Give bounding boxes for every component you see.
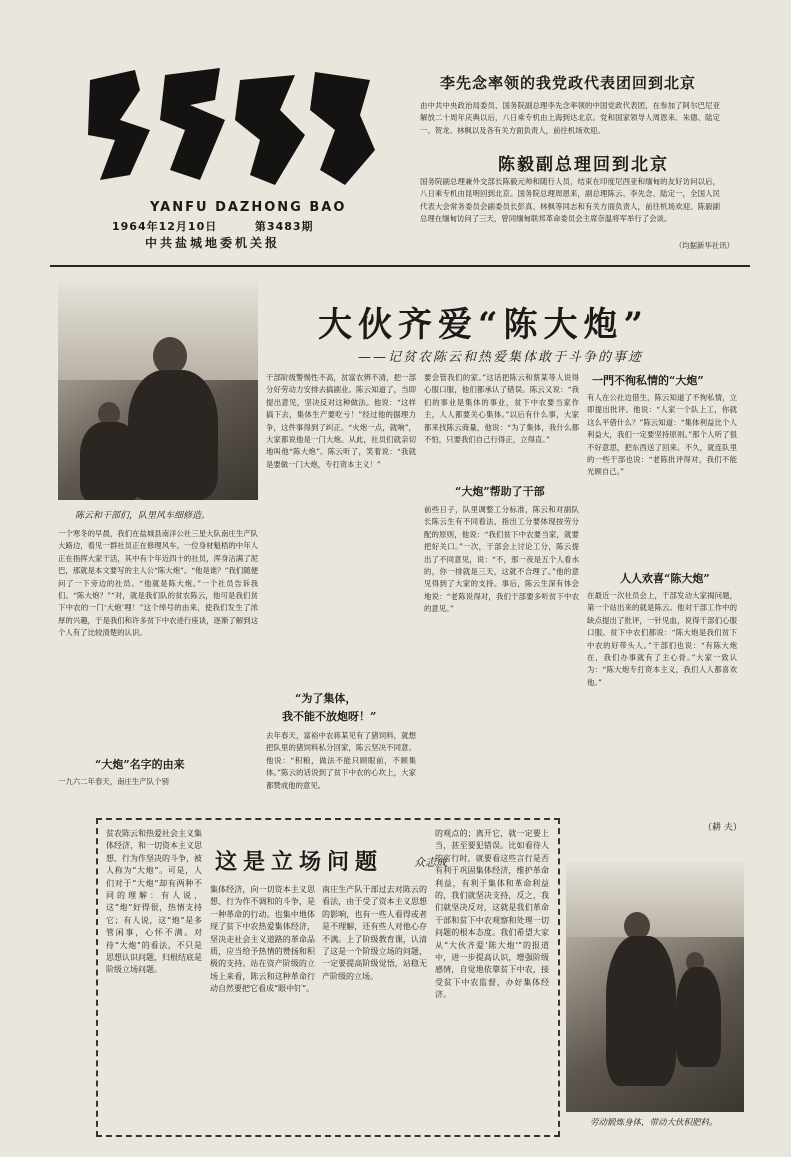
photo2-caption: 劳动锻炼身体，带动大伙积肥料。: [590, 1118, 718, 1128]
commentary-column-1: 贫农陈云和热爱社会主义集体经济，和一切资本主义思想、行为作坚决的斗争，被人称为“大炮”。可是，人们对于“大炮”却有两种不同的理解：有人说，这“炮”好得很，热情支持它；有人说，这“炮”是多管闲事，心怀不满。对待“大炮”的看法，不只是思想认识问题，归根结底是阶级立场问题。: [106, 829, 202, 975]
issue-number: 第3483期: [254, 220, 314, 233]
section-heading-origin: “大炮”名字的由来: [95, 758, 185, 771]
feature-column-4b: 在最近一次社员会上，干部发动大家揭问题，第一个站出来的就是陈云。他对干部工作中的缺点提出了批评，一针见血，说得干部们心服口服。贫下中农们都说：“陈大炮是我们贫下中农的好带头人。”干部们也说：“有陈大炮在，我们办事就有了主心骨。”大家一致认为：“陈大炮专打资本主义，我们人人都喜欢他。”: [587, 591, 737, 687]
feature-author: （耕 夫）: [703, 823, 742, 833]
news1-body: 由中共中央政治局委员、国务院副总理李先念率领的中国党政代表团，在参加了阿尔巴尼亚解放二十周年庆典以后，八日乘专机由上海到达北京。党和国家领导人周恩来、朱德、陆定一、贺龙、林枫以及各有关方面负责人，前往机场欢迎。: [420, 101, 720, 135]
section-heading-collective-b: 我不能不放炮呀！”: [282, 710, 377, 723]
issue-date: 1964年12月10日: [112, 220, 218, 233]
news2-credit: （均据新华社讯）: [674, 241, 734, 250]
commentary-column-2: 集体经济，向一切资本主义思想、行为作不调和的斗争，是一种革命的行动。也集中地体现了贫下中农热爱集体经济，坚决走社会主义道路的革命品质，应当给予热情的赞扬和积极的支持。站在资产阶级的立场上来看，陈云和这种革命行动自然要把它看成“眼中钉”。: [210, 885, 315, 994]
masthead-organ: 中共盐城地委机关报: [145, 236, 281, 250]
feature-column-1: 一个寒冬的早晨，我们在盐城县南洋公社三星大队南庄生产队大路边，看见一群社员正在修理风车。一位身材魁梧的中年人正在指挥大家干活，其中有个年近四十的社员，浑身沾满了泥巴，那就是本文要写的主人公“陈大炮”。“他是谁？”我们随便问了一下旁边的社员。“他就是陈大炮。”一个社员告诉我们。“陈大炮？”“对，就是我们队的贫农陈云，他可是我们贫下中农的一门‘大炮’哩！”这个绰号的由来，使我们发生了浓厚的兴趣，于是我们和许多贫下中农进行座谈，逐渐了解到这个人有了比较清楚的认识。: [58, 529, 258, 638]
feature-column-2: 干部阶级警惕性不高，贫富农辨不清，把一部分好劳动力安排去搞副业。陈云知道了，当即提出意见，坚决反对这种做法。他说：“这样搞下去，集体生产要吃亏！”经过他的据理力争，这件事得到了纠正。“火炮一点，就响”，大家都说他是一门大炮。从此，社员们就亲切地叫他“陈大炮”。陈云听了，笑着说：“我就是要做一门大炮，专打资本主义！”: [266, 373, 416, 469]
masthead-divider: [50, 265, 750, 267]
masthead-romanization: YANFU DAZHONG BAO: [150, 200, 347, 215]
feature-column-2b: 去年春天，富裕中农蒋某见有了猪饲料，就想把队里的猪饲料私分回家，陈云坚决不同意。他说：“积粮，做法不能只顾眼前，不顾集体。”陈云的话说到了贫下中农的心坎上，大家都赞成他的意见。: [266, 731, 416, 790]
news1-headline: 李先念率领的我党政代表团回到北京: [440, 74, 697, 92]
masthead-calligraphy-logo: [80, 60, 380, 190]
section-heading-collective-a: “为了集体，: [295, 692, 357, 705]
commentary-byline: 众志成: [414, 856, 447, 869]
feature-photo-compost: [566, 862, 744, 1112]
feature-column-3: 要会管我们的家。”这话把陈云和蔡某等人说得心服口服，他们都承认了错误。陈云又说：“我们的事业是集体的事业，贫下中农要当家作主，人人都要关心集体。”以后有什么事，大家都来找陈云商量，他说：“为了集体，我什么都不怕，只要我们自己行得正，立得直。”: [424, 373, 579, 445]
section-heading-impartial: 一門不徇私情的“大炮”: [592, 374, 704, 387]
commentary-title: 这是立场问题: [215, 849, 384, 875]
feature-column-3b: 前些日子，队里调整工分标准，陈云和对副队长陈云生有不同看法，指出工分要体现按劳分配的原则，他说：“我们贫下中农要当家，就要把好关口。”一次，干部会上讨论工分，陈云提出了不同意见，说：“不，那一夜是五个人看水的，你一排就是三天，这就不合理了。”他的意见得到了大家的支持。事后，陈云生深有体会地说：“老陈说得对，我们干部要多听贫下中农的意见。”: [424, 505, 579, 614]
section-heading-welcome: 人人欢喜“陈大炮”: [620, 572, 710, 585]
section-heading-helped: “大炮”帮助了干部: [455, 485, 545, 498]
feature-photo-caption: 陈云和干部们，队里风车细修造。: [75, 511, 211, 521]
feature-headline: 大伙齐爱“陈大炮”: [318, 305, 650, 345]
feature-subhead: ——记贫农陈云和热爱集体敢于斗争的事迹: [358, 350, 644, 365]
feature-column-1b: 一九六二年春天，南庄生产队个别: [58, 777, 169, 786]
news2-headline: 陈毅副总理回到北京: [498, 155, 669, 175]
commentary-column-3: 南庄生产队干部过去对陈云的看法，由于受了资本主义思想的影响，也有一些人看得或者是不理解，还有些人对他心存不满。上了阶级教育课，认清了这是一个阶级立场的问题，一定要提高阶级觉悟，站稳无产阶级的立场。: [322, 885, 427, 981]
feature-column-4: 有人在公社边借生，陈云知道了不徇私情，立即提出批评。他说：“人家一个队上工，你就这么平借什么？”陈云知道：“集体利益比个人利益大，我们一定要坚持原则。”那个人听了很不好意思，把东西送了回来。不久，就连队里的一些干部也说：“老陈批评得对，我们不能光顾自己。”: [587, 393, 737, 477]
masthead-dateline: [112, 218, 314, 234]
feature-photo-workers: [58, 282, 258, 500]
commentary-column-4: 的观点的；离开它，就一定要上当，甚至要犯错误。比如看待人的言行时，就要看这些言行是否有利于巩固集体经济，维护革命利益，有利于集体和革命利益的，我们就坚决支持，反之，我们就坚决反对，这就是我们革命干部和贫下中农观察和处理一切问题的根本态度。我们希望大家从“大伙齐爱‘陈大炮’”的报道中，进一步提高认识，增强阶级感情，自觉地依靠贫下中农，接受贫下中农监督，办好集体经济。: [435, 829, 549, 1000]
news2-body: 国务院副总理兼外交部长陈毅元帅和随行人员，结束在印度尼西亚和缅甸的友好访问以后，八日乘专机由昆明回到北京。国务院总理周恩来，副总理陈云、李先念、陆定一，全国人民代表大会常务委员会副委员长彭真、林枫等同志和有关方面负责人，前往机场欢迎。陈毅副总理在缅甸访问了三天，曾同缅甸联邦革命委员会主席奈温将军举行了会谈。: [420, 177, 720, 224]
